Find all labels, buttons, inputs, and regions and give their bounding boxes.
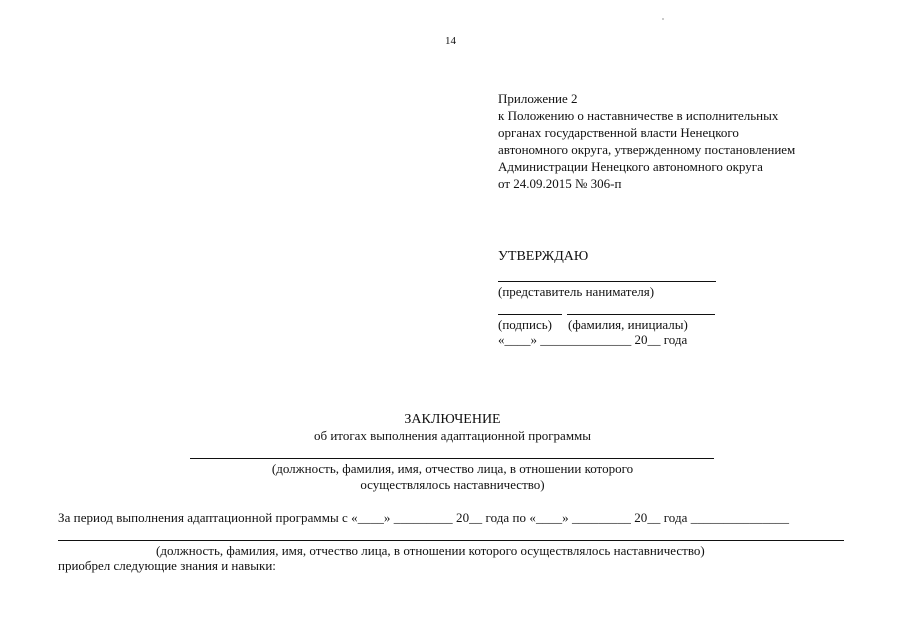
employer-signature-line: [498, 281, 716, 282]
person-caption-2: осуществлялось наставничество): [360, 477, 545, 492]
appendix-line: Администрации Ненецкого автономного округа: [498, 159, 763, 174]
period-text: За период выполнения адаптационной программы с «____» _________ 20__ года по «____» _________ 20__ года _______________: [58, 510, 790, 525]
appendix-line: от 24.09.2015 № 306-п: [498, 176, 622, 191]
appendix-line: органах государственной власти Ненецкого: [498, 125, 739, 140]
signature-line: [498, 314, 562, 315]
employer-caption: (представитель нанимателя): [498, 284, 655, 299]
page-number: 14: [445, 35, 456, 47]
person-line: [190, 458, 714, 459]
conclusion-subtitle: об итогах выполнения адаптационной программы: [313, 428, 592, 443]
appendix-line: автономного округа, утвержденному постановлением: [498, 142, 796, 157]
scan-artifact: [662, 18, 664, 20]
name-caption: (фамилия, инициалы): [568, 317, 688, 332]
appendix-line: Приложение 2: [498, 91, 578, 106]
conclusion-title: ЗАКЛЮЧЕНИЕ: [404, 412, 501, 427]
appendix-line: к Положению о наставничестве в исполнительных: [498, 108, 779, 123]
name-line: [567, 314, 715, 315]
person-caption-1: (должность, фамилия, имя, отчество лица, в отношении которого: [271, 461, 634, 476]
appendix-note: [498, 90, 795, 192]
approve-date-line: «____» ______________ 20__ года: [498, 332, 688, 347]
mentee-line: [58, 540, 844, 541]
signature-caption: (подпись): [498, 317, 552, 332]
acquired-skills-label: приобрел следующие знания и навыки:: [58, 558, 276, 573]
mentee-caption: (должность, фамилия, имя, отчество лица, в отношении которого осуществлялось наставничество): [156, 543, 705, 558]
approve-title: УТВЕРЖДАЮ: [498, 249, 589, 264]
